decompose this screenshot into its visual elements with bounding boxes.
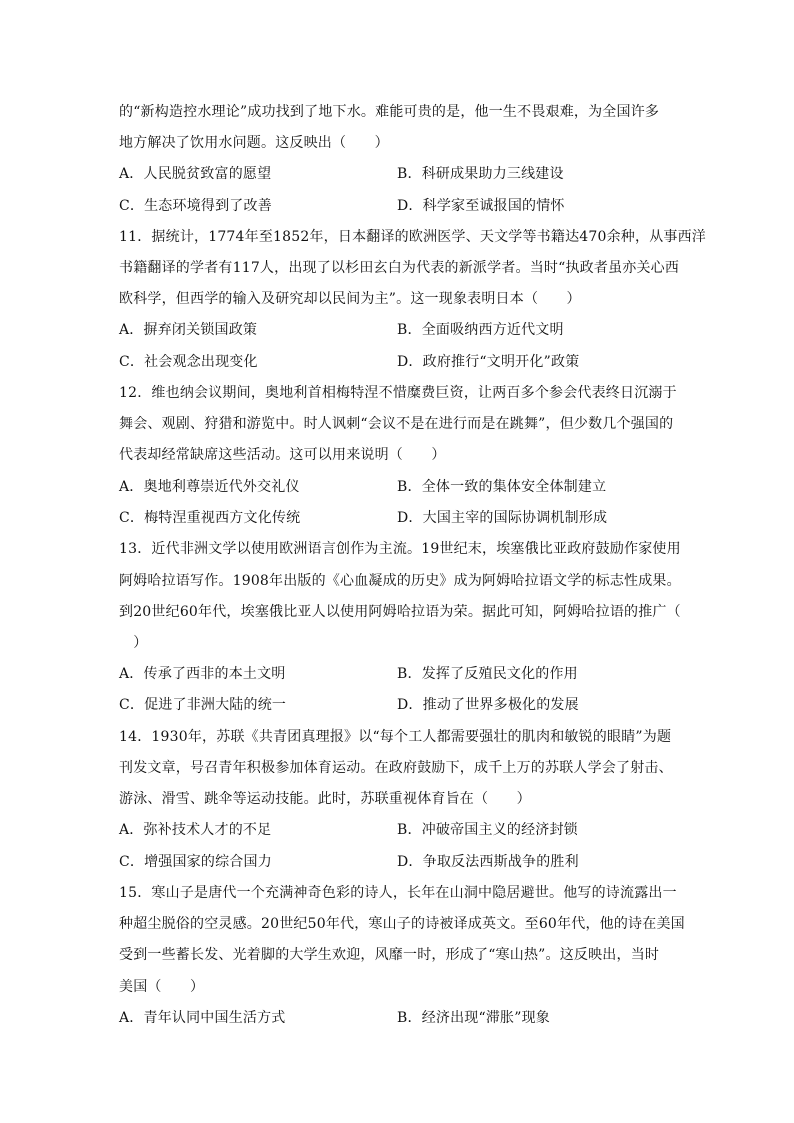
q13-stem-line-2: 阿姆哈拉语写作。1908年出版的《心血凝成的历史》成为阿姆哈拉语文学的标志性成果。 [119, 573, 681, 589]
q13-option-c: C．促进了非洲大陆的统一 [119, 697, 287, 713]
q12-stem-line-1: 12．维也纳会议期间，奥地利首相梅特涅不惜糜费巨资，让两百多个参会代表终日沉溺于 [119, 385, 677, 401]
q14-stem-line-2: 刊发文章，号召青年积极参加体育运动。在政府鼓励下，成千上万的苏联人学会了射击、 [119, 760, 673, 776]
q10-option-d: D．科学家至诚报国的情怀 [397, 198, 565, 214]
q14-option-d: D．争取反法西斯战争的胜利 [397, 854, 579, 870]
q13-option-d: D．推动了世界多极化的发展 [397, 697, 579, 713]
q12-option-a: A．奥地利尊崇近代外交礼仪 [119, 479, 300, 495]
q13-stem-line-3: 到20世纪60年代，埃塞俄比亚人以使用阿姆哈拉语为荣。据此可知，阿姆哈拉语的推广（ [119, 604, 681, 620]
q10-stem-line-2: 地方解决了饮用水问题。这反映出（ ） [119, 135, 389, 151]
q14-option-a: A．弥补技术人才的不足 [119, 822, 272, 838]
q11-option-b: B．全面吸纳西方近代文明 [397, 322, 564, 338]
q15-stem-line-4: 美国（ ） [119, 979, 205, 995]
q14-option-c: C．增强国家的综合国力 [119, 854, 272, 870]
q12-option-b: B．全体一致的集体安全体制建立 [397, 479, 607, 495]
q14-option-b: B．冲破帝国主义的经济封锁 [397, 822, 578, 838]
q15-option-a: A．青年认同中国生活方式 [119, 1010, 286, 1026]
q13-stem-line-1: 13．近代非洲文学以使用欧洲语言创作为主流。19世纪末，埃塞俄比亚政府鼓励作家使用 [119, 541, 681, 557]
q14-stem-line-1: 14．1930年，苏联《共青团真理报》以“每个工人都需要强壮的肌肉和敏锐的眼睛”为题 [119, 729, 672, 745]
q11-stem-line-3: 欧科学，但西学的输入及研究却以民间为主”。这一现象表明日本（ ） [119, 291, 581, 307]
q12-stem-line-3: 代表却经常缺席这些活动。这可以用来说明（ ） [119, 447, 446, 463]
q13-option-a: A．传承了西非的本土文明 [119, 666, 286, 682]
q15-stem-line-3: 受到一些蓄长发、光着脚的大学生欢迎，风靡一时，形成了“寒山热”。这反映出，当时 [119, 947, 660, 963]
q10-option-b: B．科研成果助力三线建设 [397, 166, 564, 182]
q10-option-a: A．人民脱贫致富的愿望 [119, 166, 272, 182]
q15-stem-line-2: 种超尘脱俗的空灵感。20世纪50年代，寒山子的诗被译成英文。至60年代，他的诗在美国 [119, 916, 685, 932]
q11-option-a: A．摒弃闭关锁国政策 [119, 322, 258, 338]
q15-stem-line-1: 15．寒山子是唐代一个充满神奇色彩的诗人，长年在山洞中隐居避世。他写的诗流露出一 [119, 885, 677, 901]
q12-stem-line-2: 舞会、观剧、狩猎和游览中。时人讽刺“会议不是在进行而是在跳舞”，但少数几个强国的 [119, 416, 674, 432]
q13-option-b: B．发挥了反殖民文化的作用 [397, 666, 578, 682]
q11-stem-line-1: 11．据统计，1774年至1852年，日本翻译的欧洲医学、天文学等书籍达470余种，从事西洋 [119, 229, 706, 245]
q13-stem-line-4: ） [119, 635, 148, 651]
q14-stem-line-3: 游泳、滑雪、跳伞等运动技能。此时，苏联重视体育旨在（ ） [119, 791, 531, 807]
q12-option-c: C．梅特涅重视西方文化传统 [119, 510, 301, 526]
q11-stem-line-2: 书籍翻译的学者有117人，出现了以杉田玄白为代表的新派学者。当时“执政者虽亦关心西 [119, 260, 680, 276]
q10-option-c: C．生态环境得到了改善 [119, 198, 272, 214]
q11-option-d: D．政府推行“文明开化”政策 [397, 354, 580, 370]
q15-option-b: B．经济出现“滞胀”现象 [397, 1010, 551, 1026]
q12-option-d: D．大国主宰的国际协调机制形成 [397, 510, 608, 526]
q10-stem-line-1: 的“新构造控水理论”成功找到了地下水。难能可贵的是，他一生不畏艰难，为全国许多 [119, 104, 660, 120]
q11-option-c: C．社会观念出现变化 [119, 354, 258, 370]
